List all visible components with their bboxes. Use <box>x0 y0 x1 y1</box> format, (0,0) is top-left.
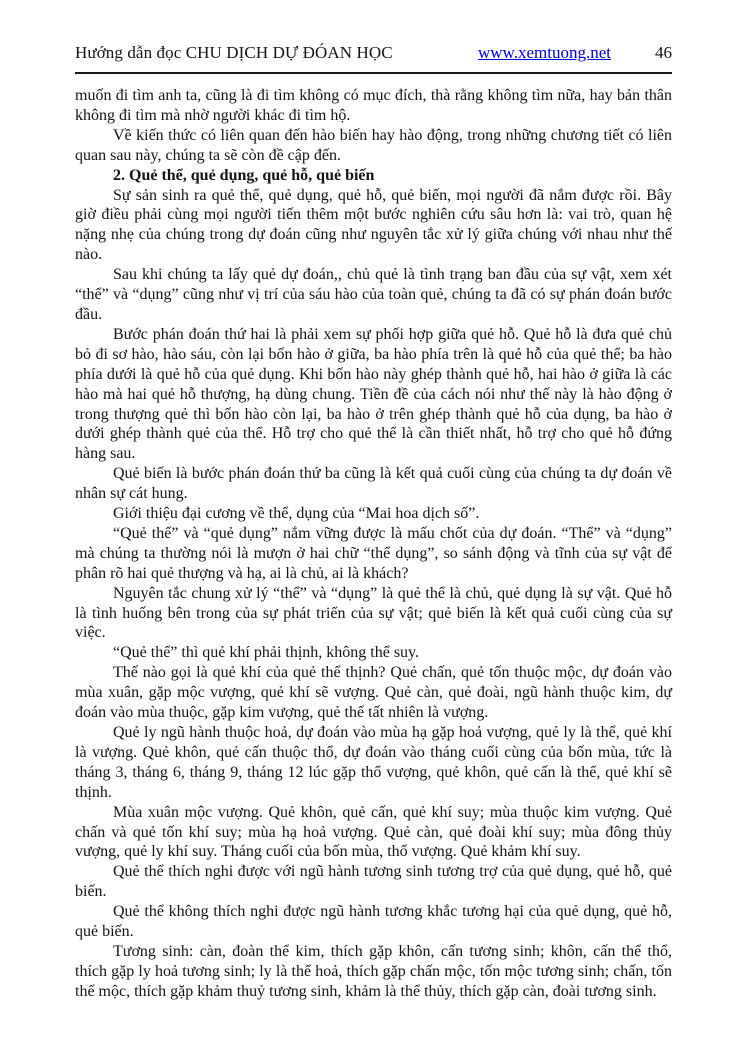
paragraph: “Quẻ thể” thì quẻ khí phải thịnh, không thể suy. <box>113 644 420 662</box>
paragraph: muốn đi tìm anh ta, cũng là đi tìm không có mục đích, thà rằng không tìm nữa, hay bản thân không đi tìm mà nhờ người khác đi tìm hộ. <box>75 87 672 124</box>
header-title: Hướng dẫn đọc CHU DỊCH DỰ ĐÓAN HỌC <box>75 43 393 62</box>
paragraph: Giới thiệu đại cương về thể, dụng của “Mai hoa dịch số”. <box>113 505 480 523</box>
paragraph: Sau khi chúng ta lấy quẻ dự đoán,, chủ quẻ là tình trạng ban đầu của sự vật, xem xét “thể” và “dụng” cũng như vị trí của sáu hào của toàn quẻ, chúng ta đã có sự phán đoán bước đầu. <box>75 266 672 323</box>
paragraph: Bước phán đoán thứ hai là phải xem sự phối hợp giữa quẻ hỗ. Quẻ hỗ là đưa quẻ chủ bỏ đi sơ hào, hào sáu, còn lại bốn hào ở giữa, ba hào phía trên là quẻ hỗ của quẻ thể; ba hào phía dưới là quẻ hỗ của quẻ dụng. Khi bốn hào này ghép thành quẻ hỗ, hai hào ở giữa là các hào mà hai quẻ hỗ thượng, hạ dùng chung. Tiền đề của cách nói như thế này là hào động ở trong thượng quẻ thì bốn hào còn lại, ba hào ở trên ghép thành quẻ hỗ của dụng, ba hào ở dưới ghép thành quẻ của thể. Hỗ trợ cho quẻ thể là cần thiết nhất, hỗ trợ cho quẻ hỗ đứng hàng sau. <box>75 325 672 463</box>
paragraph: Nguyên tắc chung xử lý “thể” và “dụng” là quẻ thể là chủ, quẻ dụng là sự vật. Quẻ hỗ là tình huống bên trong của sự phát triển của sự vật; quẻ biến là kết quả cuối cùng của sự việc. <box>75 584 672 642</box>
page-number: 46 <box>655 43 672 62</box>
paragraph: Về kiến thức có liên quan đến hào biến hay hào động, trong những chương tiết có liên quan sau này, chúng ta sẽ còn đề cập đến. <box>75 126 672 164</box>
header-link[interactable]: www.xemtuong.net <box>478 43 611 62</box>
section-heading: 2. Quẻ thể, quẻ dụng, quẻ hỗ, quẻ biến <box>113 166 375 184</box>
header-rule <box>75 72 672 74</box>
paragraph: Sự sản sinh ra quẻ thể, quẻ dụng, quẻ hỗ, quẻ biến, mọi người đã nắm được rồi. Bây giờ điều phải cùng mọi người tiến thêm một bước nghiên cứu sâu hơn là: vai trò, quan hệ nặng nhẹ của chúng trong dự đoán cũng như nguyên tắc xử lý giữa chúng với nhau như thế nào. <box>75 186 672 264</box>
paragraph: Tương sinh: càn, đoàn thể kim, thích gặp khôn, cấn tương sinh; khôn, cấn thể thổ, thích gặp ly hoả tương sinh; ly là thể hoả, thích gặp chấn mộc, tốn mộc tương sinh; chấn, tốn thể mộc, thích gặp khảm thuỷ tương sinh, khảm là thể thủy, thích gặp càn, đoài tương sinh. <box>75 942 672 1000</box>
paragraph: Quẻ thể thích nghi được với ngũ hành tương sinh tương trợ của quẻ dụng, quẻ hỗ, quẻ biến. <box>75 863 672 901</box>
paragraph: “Quẻ thể” và “quẻ dụng” nắm vững được là mấu chốt của dự đoán. “Thể” và “dụng” mà chúng ta thường nói là mượn ở hai chữ “thể dụng”, so sánh động và tĩnh của sự vật để phân rõ hai quẻ thượng và hạ, ai là chủ, ai là khách? <box>75 524 672 582</box>
paragraph: Quẻ biến là bước phán đoán thứ ba cũng là kết quả cuối cùng của chúng ta dự đoán về nhân sự cát hung. <box>75 465 672 503</box>
paragraph: Mùa xuân mộc vượng. Quẻ khôn, quẻ cấn, quẻ khí suy; mùa thuộc kim vượng. Quẻ chấn và quẻ tốn khí suy; mùa hạ hoả vượng. Quẻ càn, quẻ đoài khí suy; mùa đông thủy vượng, quẻ ly khí suy. Tháng cuối của bốn mùa, thổ vượng. Quẻ khảm khí suy. <box>75 803 672 861</box>
paragraph: Quẻ thể không thích nghi được ngũ hành tương khắc tương hại của quẻ dụng, quẻ hỗ, quẻ biến. <box>75 903 672 941</box>
document-body <box>75 86 672 1002</box>
paragraph: Quẻ ly ngũ hành thuộc hoả, dự đoán vào mùa hạ gặp hoả vượng, quẻ ly là thể, quẻ khí là vượng. Quẻ khôn, quẻ cấn thuộc thổ, dự đoán vào tháng cuối cùng của bốn mùa, tức là tháng 3, tháng 6, tháng 9, tháng 12 lúc gặp thổ vượng, quẻ khôn, quẻ cấn là thể, quẻ khí sẽ thịnh. <box>75 724 672 801</box>
page-header <box>75 42 672 63</box>
header-right <box>478 42 672 63</box>
paragraph: Thế nào gọi là quẻ khí của quẻ thể thịnh? Quẻ chấn, quẻ tốn thuộc mộc, dự đoán vào mùa xuân, gặp mộc vượng, quẻ khí sẽ vượng. Quẻ càn, quẻ đoài, ngũ hành thuộc kim, dự đoán vào mùa thuộc, gặp kim vượng, quẻ thể tất nhiên là vượng. <box>75 664 672 722</box>
